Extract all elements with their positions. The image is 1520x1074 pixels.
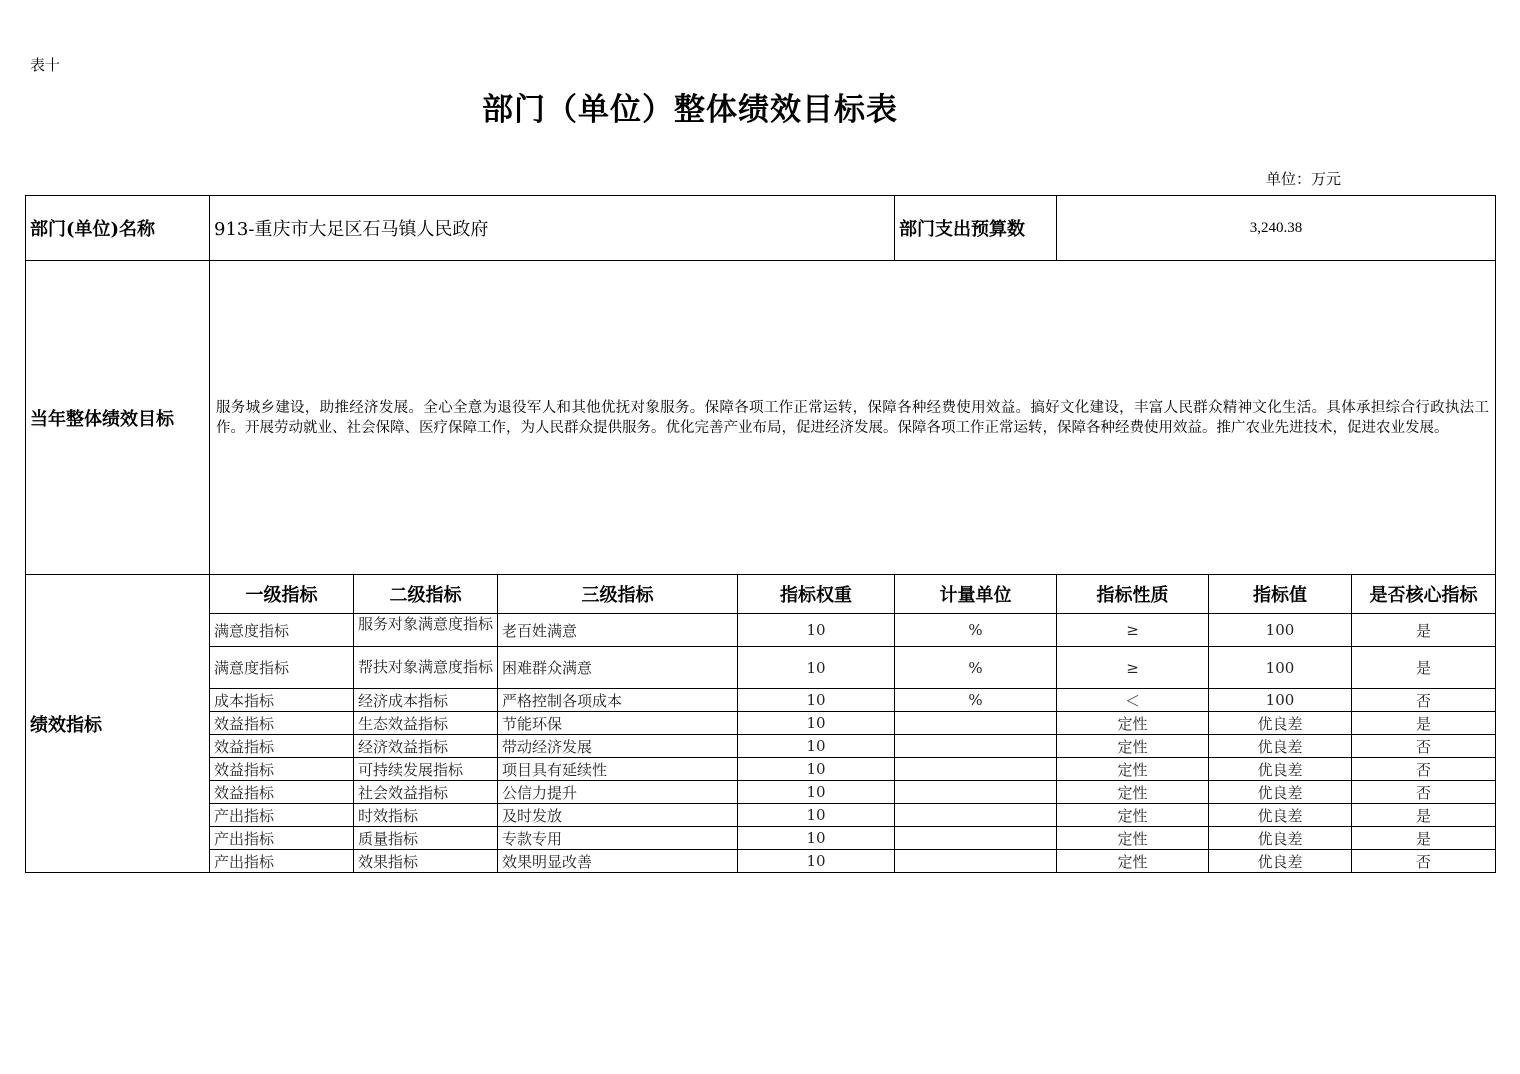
col-header-weight: 指标权重 bbox=[738, 575, 895, 614]
cell-core: 是 bbox=[1352, 827, 1496, 850]
unit-label: 单位：万元 bbox=[1266, 170, 1342, 188]
cell-level2: 效果指标 bbox=[354, 850, 498, 873]
cell-level3: 节能环保 bbox=[498, 712, 738, 735]
cell-core: 是 bbox=[1352, 647, 1496, 689]
cell-nature: 定性 bbox=[1057, 712, 1209, 735]
cell-weight: 10 bbox=[738, 647, 895, 689]
cell-nature: 定性 bbox=[1057, 758, 1209, 781]
col-header-nature: 指标性质 bbox=[1057, 575, 1209, 614]
cell-level2: 经济效益指标 bbox=[354, 735, 498, 758]
cell-core: 否 bbox=[1352, 735, 1496, 758]
cell-unit: % bbox=[895, 689, 1057, 712]
cell-level1: 效益指标 bbox=[210, 735, 354, 758]
cell-level3: 效果明显改善 bbox=[498, 850, 738, 873]
cell-nature: 定性 bbox=[1057, 735, 1209, 758]
cell-nature: ＜ bbox=[1057, 689, 1209, 712]
table-row bbox=[26, 758, 1496, 781]
table-row bbox=[26, 827, 1496, 850]
table-row bbox=[26, 850, 1496, 873]
cell-weight: 10 bbox=[738, 758, 895, 781]
cell-value: 优良差 bbox=[1209, 758, 1352, 781]
cell-level2: 帮扶对象满意度指标 bbox=[354, 647, 498, 689]
cell-nature: 定性 bbox=[1057, 804, 1209, 827]
cell-value: 100 bbox=[1209, 647, 1352, 689]
cell-weight: 10 bbox=[738, 689, 895, 712]
cell-level3: 带动经济发展 bbox=[498, 735, 738, 758]
table-row bbox=[26, 735, 1496, 758]
col-header-level3: 三级指标 bbox=[498, 575, 738, 614]
table-row bbox=[26, 804, 1496, 827]
table-row bbox=[26, 781, 1496, 804]
cell-core: 否 bbox=[1352, 781, 1496, 804]
goal-label: 当年整体绩效目标 bbox=[26, 261, 210, 575]
cell-level3: 公信力提升 bbox=[498, 781, 738, 804]
cell-unit: % bbox=[895, 647, 1057, 689]
cell-level1: 成本指标 bbox=[210, 689, 354, 712]
cell-level3: 老百姓满意 bbox=[498, 614, 738, 647]
cell-core: 否 bbox=[1352, 850, 1496, 873]
cell-value: 优良差 bbox=[1209, 735, 1352, 758]
cell-level1: 满意度指标 bbox=[210, 614, 354, 647]
cell-unit bbox=[895, 850, 1057, 873]
col-header-level2: 二级指标 bbox=[354, 575, 498, 614]
cell-level1: 满意度指标 bbox=[210, 647, 354, 689]
indicator-header-row bbox=[26, 575, 1496, 614]
cell-value: 优良差 bbox=[1209, 804, 1352, 827]
col-header-unit: 计量单位 bbox=[895, 575, 1057, 614]
cell-level2: 经济成本指标 bbox=[354, 689, 498, 712]
cell-level2: 可持续发展指标 bbox=[354, 758, 498, 781]
table-row bbox=[26, 689, 1496, 712]
cell-level3: 严格控制各项成本 bbox=[498, 689, 738, 712]
cell-value: 优良差 bbox=[1209, 850, 1352, 873]
cell-weight: 10 bbox=[738, 614, 895, 647]
table-row bbox=[26, 614, 1496, 647]
cell-core: 否 bbox=[1352, 689, 1496, 712]
budget-label: 部门支出预算数 bbox=[895, 196, 1057, 261]
page-title: 部门（单位）整体绩效目标表 bbox=[482, 92, 898, 128]
cell-core: 是 bbox=[1352, 614, 1496, 647]
cell-level1: 产出指标 bbox=[210, 827, 354, 850]
cell-level2: 质量指标 bbox=[354, 827, 498, 850]
cell-level3: 及时发放 bbox=[498, 804, 738, 827]
cell-level2: 生态效益指标 bbox=[354, 712, 498, 735]
col-header-level1: 一级指标 bbox=[210, 575, 354, 614]
cell-nature: 定性 bbox=[1057, 827, 1209, 850]
col-header-value: 指标值 bbox=[1209, 575, 1352, 614]
cell-level3: 专款专用 bbox=[498, 827, 738, 850]
cell-unit bbox=[895, 712, 1057, 735]
cell-level1: 产出指标 bbox=[210, 850, 354, 873]
cell-value: 优良差 bbox=[1209, 827, 1352, 850]
cell-value: 优良差 bbox=[1209, 781, 1352, 804]
cell-core: 否 bbox=[1352, 758, 1496, 781]
cell-unit bbox=[895, 804, 1057, 827]
dept-name-value: 913-重庆市大足区石马镇人民政府 bbox=[210, 196, 895, 261]
cell-nature: 定性 bbox=[1057, 781, 1209, 804]
cell-value: 100 bbox=[1209, 614, 1352, 647]
cell-nature: ≥ bbox=[1057, 647, 1209, 689]
cell-unit bbox=[895, 758, 1057, 781]
cell-weight: 10 bbox=[738, 827, 895, 850]
cell-weight: 10 bbox=[738, 712, 895, 735]
cell-level1: 产出指标 bbox=[210, 804, 354, 827]
cell-level3: 项目具有延续性 bbox=[498, 758, 738, 781]
cell-weight: 10 bbox=[738, 781, 895, 804]
goal-text: 服务城乡建设，助推经济发展。全心全意为退役军人和其他优抚对象服务。保障各项工作正常运转，保障各种经费使用效益。搞好文化建设，丰富人民群众精神文化生活。具体承担综合行政执法工作。开展劳动就业、社会保障、医疗保障工作，为人民群众提供服务。优化完善产业布局，促进经济发展。保障各项工作正常运转，保障各种经费使用效益。推广农业先进技术，促进农业发展。 bbox=[210, 261, 1496, 575]
budget-value: 3,240.38 bbox=[1057, 196, 1496, 261]
table-row bbox=[26, 712, 1496, 735]
cell-unit bbox=[895, 781, 1057, 804]
cell-level2: 社会效益指标 bbox=[354, 781, 498, 804]
table-number: 表十 bbox=[30, 56, 61, 74]
col-header-core: 是否核心指标 bbox=[1352, 575, 1496, 614]
cell-level3: 困难群众满意 bbox=[498, 647, 738, 689]
table-row bbox=[26, 647, 1496, 689]
cell-nature: ≥ bbox=[1057, 614, 1209, 647]
dept-name-label: 部门(单位)名称 bbox=[26, 196, 210, 261]
cell-unit bbox=[895, 735, 1057, 758]
cell-core: 是 bbox=[1352, 712, 1496, 735]
cell-nature: 定性 bbox=[1057, 850, 1209, 873]
cell-weight: 10 bbox=[738, 850, 895, 873]
cell-value: 100 bbox=[1209, 689, 1352, 712]
indicators-label: 绩效指标 bbox=[26, 575, 210, 873]
cell-weight: 10 bbox=[738, 735, 895, 758]
cell-level2: 时效指标 bbox=[354, 804, 498, 827]
cell-unit: % bbox=[895, 614, 1057, 647]
cell-weight: 10 bbox=[738, 804, 895, 827]
cell-level1: 效益指标 bbox=[210, 712, 354, 735]
performance-table bbox=[25, 195, 1496, 873]
cell-level1: 效益指标 bbox=[210, 758, 354, 781]
cell-level2: 服务对象满意度指标 bbox=[354, 614, 498, 647]
cell-value: 优良差 bbox=[1209, 712, 1352, 735]
cell-core: 是 bbox=[1352, 804, 1496, 827]
cell-unit bbox=[895, 827, 1057, 850]
cell-level1: 效益指标 bbox=[210, 781, 354, 804]
